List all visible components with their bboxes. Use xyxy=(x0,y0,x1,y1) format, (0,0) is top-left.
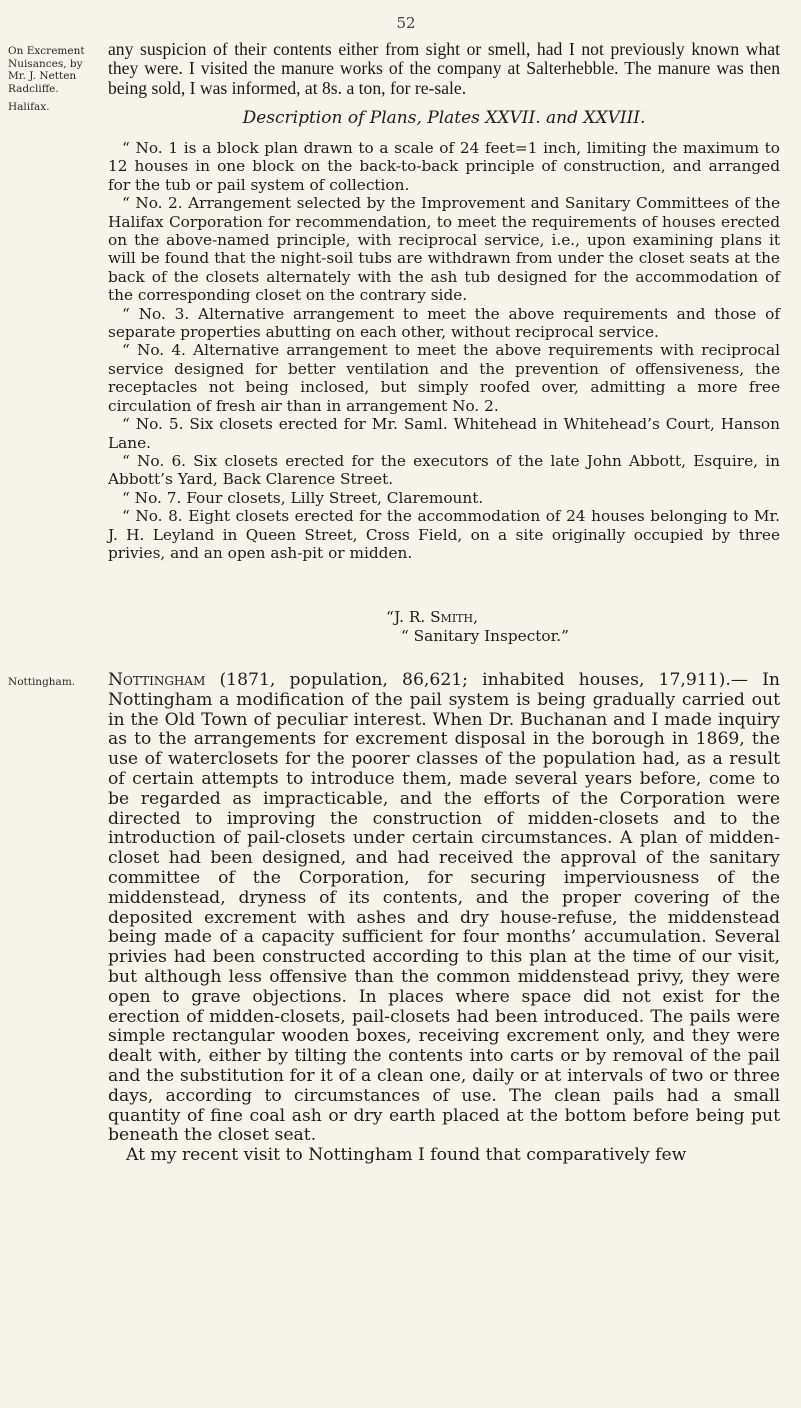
plan-descriptions xyxy=(108,139,780,562)
margin-note-halifax: Halifax. xyxy=(8,101,50,113)
signature-title: “ Sanitary Inspector.” xyxy=(401,627,569,645)
nottingham-section xyxy=(108,671,780,1166)
plates-caption: Description of Plans, Plates XXVII. and XXVIII. xyxy=(242,108,646,128)
nottingham-paragraph-1 xyxy=(108,671,780,1146)
nottingham-stats: (1871, population, 86,621; inhabited houses, 17,911).— xyxy=(205,670,749,690)
page-number: 52 xyxy=(396,14,416,32)
nottingham-paragraph-1-text: In Nottingham a modification of the pail system is being gradually carried out in the Old Town of peculiar interest. When Dr. Buchanan and I made inquiry as to the arrangements for excrement disposal in the borough in 1869, the use of waterclosets for the poorer classes of the population had, as a result of certain attempts to introduce them, made several years before, come to be regarded as impracticable, and the efforts of the Corporation were directed to improving the construction of midden-closets and to the introduction of pail-closets under certain circumstances. A plan of midden-closet had been designed, and had received the approval of the sanitary committee of the Corporation, for securing imperviousness of the middenstead, dryness of its contents, and the proper covering of the deposited excrement with ashes and dry house-refuse, the middenstead being made of a capacity sufficient for four months’ accumulation. Several privies had been constructed according to this plan at the time of our visit, but although less offensive than the common middenstead privy, they were open to grave objections. In places where space did not exist for the erection of midden-closets, pail-closets had been introduced. The pails were simple rectangular wooden boxes, receiving excrement only, and they were dealt with, either by tilting the contents into carts or by removal of the pail and the substitution for it of a clean one, daily or at intervals of two or three days, according to circumstances of use. The clean pails had a small quantity of fine coal ash or dry earth placed at the bottom before being put beneath the closet seat. xyxy=(108,670,780,1146)
plan-item-3: “ No. 3. Alternative arrangement to meet the above requirements and those of separate properties abutting on each other, without reciprocal service. xyxy=(108,304,780,342)
intro-paragraph: any suspicion of their contents either from sight or smell, had I not previously known what they were. I visited the manure works of the company at Salterhebble. The manure was then being sold, I was informed, at 8s. a ton, for re-sale. xyxy=(108,39,780,98)
plan-item-1: “ No. 1 is a block plan drawn to a scale of 24 feet=1 inch, limiting the maximum to 12 houses in one block on the back-to-back principle of construction, and arranged for the tub or pail system of collection. xyxy=(108,139,780,194)
plan-item-7: “ No. 7. Four closets, Lilly Street, Claremount. xyxy=(122,488,484,507)
plan-item-2: “ No. 2. Arrangement selected by the Improvement and Sanitary Committees of the Halifax Corporation for recommendation, to meet the requirements of houses erected on the above-named principle, with reciprocal service, i.e., upon examining plans it will be found that the night-soil tubs are withdrawn from under the closet seats at the back of the closets alternately with the ash tub designed for the accommodation of the corresponding closet on the contrary side. xyxy=(108,194,780,305)
plan-item-8: “ No. 8. Eight closets erected for the accommodation of 24 houses belonging to Mr. J. H. Leyland in Queen Street, Cross Field, on a site originally occupied by three privies, and an open ash-pit or midden. xyxy=(108,507,780,562)
plan-item-6: “ No. 6. Six closets erected for the executors of the late John Abbott, Esquire, in Abbott’s Yard, Back Clarence Street. xyxy=(108,451,780,489)
margin-note-nottingham: Nottingham. xyxy=(8,676,76,688)
plan-item-4: “ No. 4. Alternative arrangement to meet the above requirements with reciprocal service designed for better ventilation and the prevention of offensiveness, the receptacles not being inclosed, but simply roofed over, admitting a more free circulation of fresh air than in arrangement No. 2. xyxy=(108,341,780,415)
plan-item-5: “ No. 5. Six closets erected for Mr. Saml. Whitehead in Whitehead’s Court, Hanson Lane. xyxy=(108,415,780,452)
signature-name: “J. R. Smith, xyxy=(386,608,478,626)
nottingham-paragraph-2: At my recent visit to Nottingham I found that comparatively few xyxy=(126,1145,687,1166)
nottingham-heading: Nottingham xyxy=(108,670,206,690)
margin-note-excrement-nuisances: On Excrement Nuisances, by Mr. J. Netten Radcliffe. xyxy=(8,45,85,95)
